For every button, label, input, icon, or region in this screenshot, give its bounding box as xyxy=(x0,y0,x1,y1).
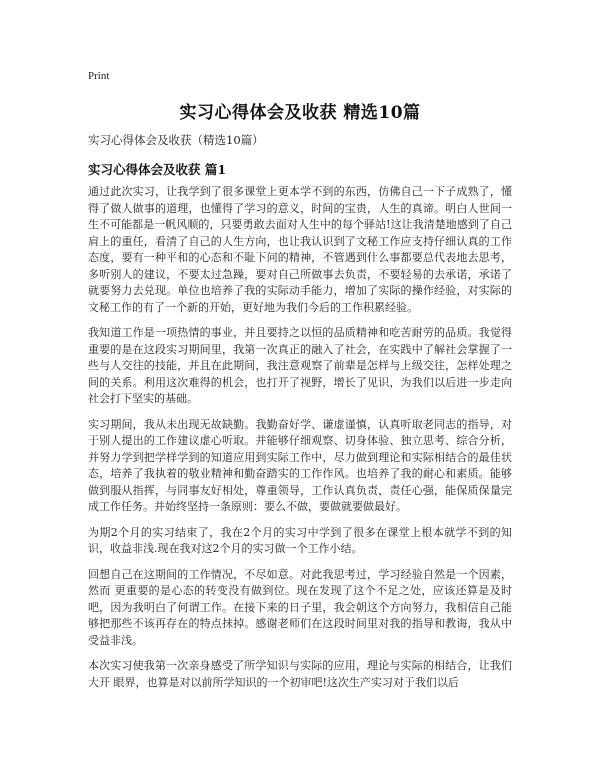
paragraph-3: 实习期间，我从未出现无故缺勤。我勤奋好学、谦虚谨慎，认真听取老同志的指导，对于别人提出的工作建议虚心听取。并能够仔细观察、切身体验、独立思考、综合分析，并努力学到把学样学到的知道应用到实际工作中，尽力做到理论和实际相结合的最佳状态，培养了我执着的敬业精神和勤奋踏实的工作作风。也培养了我的耐心和素质。能够做到服从指挥，与同事友好相处，尊重领导，工作认真负责，责任心强，能保质保量完成工作任务。并始终坚持一条原则：要么不做，要做就要做最好。 xyxy=(88,417,512,513)
document-subtitle: 实习心得体会及收获（精选10篇） xyxy=(88,133,264,147)
paragraph-1: 通过此次实习，让我学到了很多课堂上更本学不到的东西，仿佛自己一下子成熟了，懂得了做人做事的道理，也懂得了学习的意义，时间的宝贵，人生的真谛。明白人世间一生不可能都是一帆风顺的，只要勇敢去面对人生中的每个驿站!这让我清楚地感到了自己肩上的重任，看清了自己的人生方向，也让我认识到了文秘工作应支持仔细认真的工作态度，要有一种平和的心态和不耻下问的精神，不管遇到什么事都要总代表地去思考，多听别人的建议，不要太过急躁，要对自己所做事去负责，不要轻易的去承诺，承诺了就要努力去兑现。单位也培养了我的实际动手能力，增加了实际的操作经验，对实际的文秘工作的有了一个新的开始，更好地为我们今后的工作积累经验。 xyxy=(88,185,512,314)
document-title: 实习心得体会及收获 精选10篇 xyxy=(179,103,421,123)
paragraph-5: 回想自己在这期间的工作情况，不尽如意。对此我思考过，学习经验自然是一个因素，然而 更重要的是心态的转变没有做到位。现在发现了这个不足之处，应该还算是及时吧，因为我明白了何谓工作。在接下来的日子里，我会朝这个方向努力，我相信自己能够把那些不该再存在的特点抹掉。感谢老师们在这段时间里对我的指导和教诲，我从中受益非浅。 xyxy=(88,567,512,647)
document-body xyxy=(88,184,512,700)
paragraph-6: 本次实习使我第一次亲身感受了所学知识与实际的应用，理论与实际的相结合，让我们大开 眼界，也算是对以前所学知识的一个初审吧!这次生产实习对于我们以后 xyxy=(88,659,512,689)
paragraph-2: 我知道工作是一项热情的事业，并且要持之以恒的品质精神和吃苦耐劳的品质。我觉得重要的是在这段实习期间里，我第一次真正的融入了社会，在实践中了解社会掌握了一些与人交往的技能，并且在此期间，我注意观察了前辈是怎样与上级交往，怎样处理之间的关系。利用这次难得的机会，也打开了视野，增长了见识，为我们以后进一步走向社会打下坚实的基础。 xyxy=(88,326,512,405)
print-link[interactable]: Print xyxy=(88,70,110,82)
section-heading: 实习心得体会及收获 篇1 xyxy=(88,162,227,177)
paragraph-4: 为期2个月的实习结束了，我在2个月的实习中学到了很多在课堂上根本就学不到的知识，收益非浅.现在我对这2个月的实习做一个工作小结。 xyxy=(88,525,512,555)
